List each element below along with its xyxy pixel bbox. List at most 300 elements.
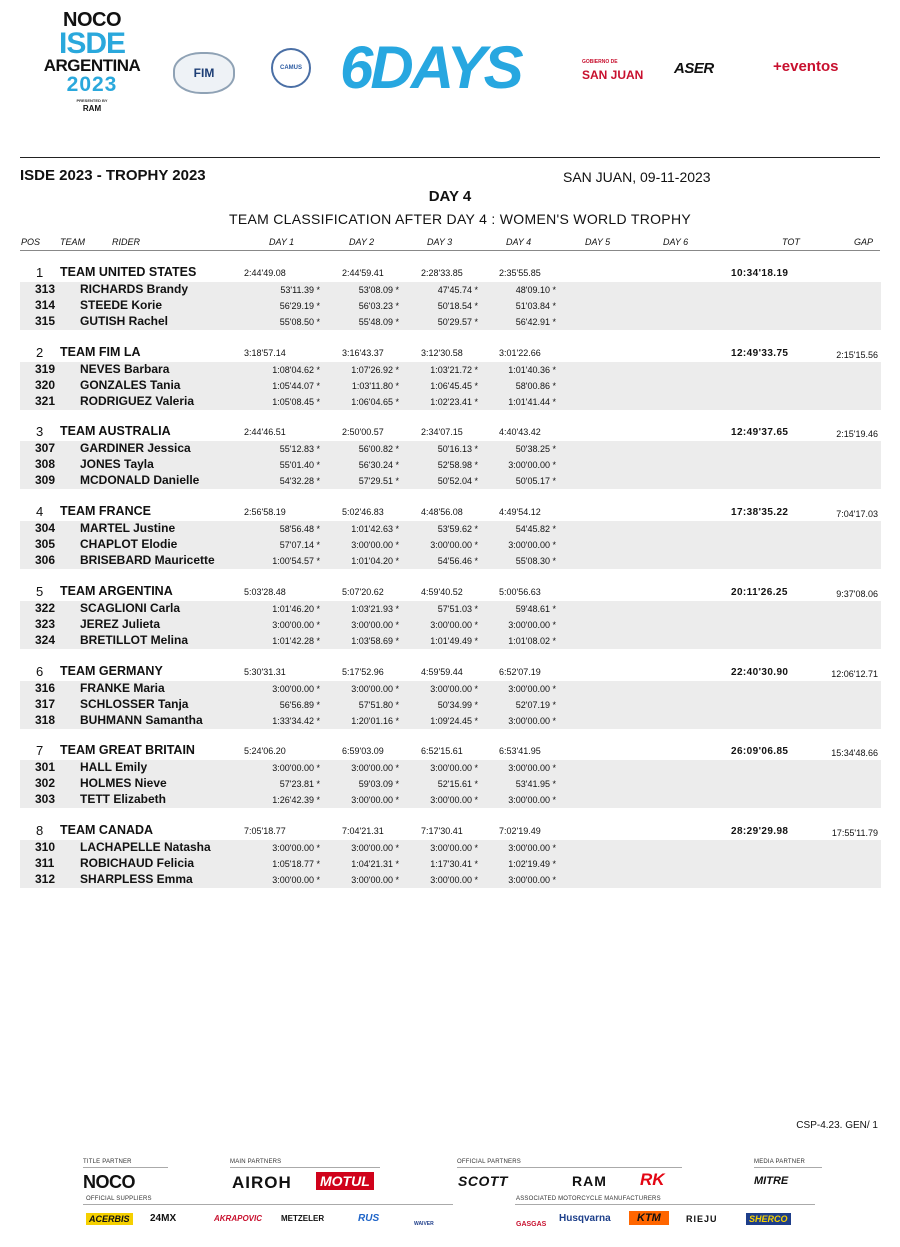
scott-logo: SCOTT <box>458 1173 508 1189</box>
document-code: CSP-4.23. GEN/ 1 <box>796 1120 878 1131</box>
rider-number: 305 <box>35 537 56 551</box>
col-header-tot: TOT <box>782 237 800 247</box>
rider-row <box>20 473 881 489</box>
rider-name: RODRIGUEZ Valeria <box>80 394 195 408</box>
rider-day-time: 3:00'00.00 * <box>508 875 556 885</box>
rider-day-time: 1:03'21.93 * <box>351 604 399 614</box>
footer-divider <box>457 1167 682 1168</box>
rider-day-time: 1:01'42.28 * <box>272 636 320 646</box>
rider-day-time: 3:00'00.00 * <box>351 620 399 630</box>
rider-day-time: 3:00'00.00 * <box>508 795 556 805</box>
day-label: DAY 4 <box>428 188 472 205</box>
rider-day-time: 56'03.23 * <box>358 301 399 311</box>
team-total-time: 12:49'37.65 <box>731 427 789 438</box>
mitre-logo: MITRE <box>754 1175 789 1187</box>
team-day-time: 6:59'03.09 <box>342 746 384 756</box>
col-header-gap: GAP <box>854 237 874 247</box>
rider-day-time: 1:02'19.49 * <box>508 859 556 869</box>
fim-logo-text: FIM <box>193 66 215 80</box>
team-total-time: 26:09'06.85 <box>731 746 789 757</box>
san-juan-logo <box>582 56 643 82</box>
team-block <box>20 743 881 808</box>
rider-day-time: 1:26'42.39 * <box>272 795 320 805</box>
team-gap: 17:55'11.79 <box>831 828 878 838</box>
motul-logo: MOTUL <box>316 1172 374 1190</box>
team-total-time: 28:29'29.98 <box>731 826 789 837</box>
rider-row <box>20 760 881 776</box>
team-position: 6 <box>36 664 44 679</box>
rider-day-time: 54'32.28 * <box>279 476 320 486</box>
rider-day-time: 1:03'11.80 * <box>351 381 399 391</box>
col-header-day6: DAY 6 <box>663 237 689 247</box>
rider-row <box>20 282 881 298</box>
team-name: TEAM GERMANY <box>60 664 163 678</box>
rider-day-time: 3:00'00.00 * <box>430 875 478 885</box>
rider-day-time: 3:00'00.00 * <box>430 684 478 694</box>
footer-title-partner-label: TITLE PARTNER <box>83 1159 132 1165</box>
rider-day-time: 53'41.95 * <box>515 779 556 789</box>
team-day-time: 5:02'46.83 <box>342 507 384 517</box>
rider-day-time: 3:00'00.00 * <box>272 620 320 630</box>
rider-row <box>20 441 881 457</box>
rider-day-time: 53'08.09 * <box>358 285 399 295</box>
team-row <box>20 424 881 441</box>
rider-day-time: 56'56.89 * <box>279 700 320 710</box>
rider-name: SHARPLESS Emma <box>80 872 193 886</box>
rider-day-time: 1:07'26.92 * <box>351 365 399 375</box>
team-day-time: 5:00'56.63 <box>499 587 541 597</box>
rider-number: 317 <box>35 697 56 711</box>
rider-number: 307 <box>35 441 56 455</box>
rider-day-time: 1:01'42.63 * <box>351 524 399 534</box>
rider-day-time: 3:00'00.00 * <box>430 540 478 550</box>
rider-row <box>20 362 881 378</box>
rider-name: TETT Elizabeth <box>80 792 167 806</box>
rider-day-time: 3:00'00.00 * <box>430 843 478 853</box>
footer-divider <box>230 1167 380 1168</box>
rider-name: STEEDE Korie <box>80 298 163 312</box>
rider-day-time: 55'48.09 * <box>358 317 399 327</box>
rider-day-time: 50'18.54 * <box>437 301 478 311</box>
rider-day-time: 1:02'23.41 * <box>430 397 478 407</box>
rider-day-time: 3:00'00.00 * <box>272 684 320 694</box>
rider-name: GONZALES Tania <box>80 378 181 392</box>
rider-row <box>20 872 881 888</box>
metzeler-logo: METZELER <box>281 1214 325 1223</box>
rider-day-time: 3:00'00.00 * <box>351 540 399 550</box>
team-block <box>20 424 881 489</box>
fim-logo <box>173 52 235 94</box>
rider-number: 322 <box>35 601 56 615</box>
rider-day-time: 56'29.19 * <box>279 301 320 311</box>
team-row <box>20 584 881 601</box>
rider-day-time: 3:00'00.00 * <box>508 684 556 694</box>
rider-row <box>20 553 881 569</box>
rider-number: 324 <box>35 633 56 647</box>
rider-name: GUTISH Rachel <box>80 314 169 328</box>
rider-day-time: 1:01'46.20 * <box>272 604 320 614</box>
team-position: 5 <box>36 584 44 599</box>
team-gap: 12:06'12.71 <box>831 669 878 679</box>
team-block <box>20 823 881 888</box>
team-total-time: 10:34'18.19 <box>731 268 789 279</box>
rider-day-time: 1:01'41.44 * <box>508 397 556 407</box>
rider-day-time: 50'29.57 * <box>437 317 478 327</box>
team-day-time: 2:34'07.15 <box>421 427 463 437</box>
rider-name: GARDINER Jessica <box>80 441 191 455</box>
team-total-time: 17:38'35.22 <box>731 507 789 518</box>
footer-divider <box>754 1167 822 1168</box>
rider-day-time: 47'45.74 * <box>437 285 478 295</box>
rider-day-time: 1:00'54.57 * <box>272 556 320 566</box>
col-header-pos: POS <box>21 237 41 247</box>
column-header-divider <box>20 250 880 251</box>
rider-day-time: 3:00'00.00 * <box>351 875 399 885</box>
cam-logo <box>271 48 311 88</box>
rider-day-time: 55'12.83 * <box>279 444 320 454</box>
rider-day-time: 57'29.51 * <box>358 476 399 486</box>
rider-row <box>20 776 881 792</box>
rider-number: 318 <box>35 713 56 727</box>
col-header-day3: DAY 3 <box>427 237 453 247</box>
team-day-time: 4:48'56.08 <box>421 507 463 517</box>
team-position: 8 <box>36 823 44 838</box>
footer-associated-label: ASSOCIATED MOTORCYCLE MANUFACTURERS <box>516 1196 661 1202</box>
rider-day-time: 3:00'00.00 * <box>272 875 320 885</box>
ktm-logo: KTM <box>629 1211 669 1225</box>
team-day-time: 2:44'49.08 <box>244 268 286 278</box>
rider-row <box>20 697 881 713</box>
team-name: TEAM CANADA <box>60 823 154 837</box>
rider-row <box>20 681 881 697</box>
rider-day-time: 3:00'00.00 * <box>272 843 320 853</box>
team-day-time: 7:04'21.31 <box>342 826 384 836</box>
rk-logo: RK <box>640 1170 665 1189</box>
footer-divider <box>83 1167 168 1168</box>
rider-day-time: 50'52.04 * <box>437 476 478 486</box>
rider-day-time: 53'11.39 * <box>280 285 320 295</box>
team-name: TEAM FRANCE <box>60 504 151 518</box>
rider-day-time: 1:17'30.41 * <box>430 859 478 869</box>
team-name: TEAM AUSTRALIA <box>60 424 171 438</box>
team-day-time: 3:01'22.66 <box>499 348 541 358</box>
rider-day-time: 52'15.61 * <box>437 779 478 789</box>
rider-row <box>20 537 881 553</box>
logo-ram-text: RAM <box>82 104 102 113</box>
header-divider <box>20 157 880 158</box>
rider-number: 323 <box>35 617 56 631</box>
team-day-time: 4:59'40.52 <box>421 587 463 597</box>
rider-day-time: 1:06'04.65 * <box>351 397 399 407</box>
rider-number: 301 <box>35 760 56 774</box>
rider-day-time: 3:00'00.00 * <box>351 763 399 773</box>
team-gap: 2:15'19.46 <box>836 429 878 439</box>
rider-day-time: 59'48.61 * <box>515 604 556 614</box>
rider-day-time: 3:00'00.00 * <box>351 684 399 694</box>
rider-number: 311 <box>35 856 55 870</box>
team-name: TEAM ARGENTINA <box>60 584 173 598</box>
rider-day-time: 59'03.09 * <box>358 779 399 789</box>
rider-day-time: 57'23.81 * <box>279 779 320 789</box>
col-header-team: TEAM <box>60 237 86 247</box>
rider-day-time: 57'07.14 * <box>279 540 320 550</box>
footer-official-partners-label: OFFICIAL PARTNERS <box>457 1159 521 1165</box>
team-day-time: 5:24'06.20 <box>244 746 286 756</box>
rider-name: ROBICHAUD Felicia <box>80 856 195 870</box>
team-day-time: 2:44'46.51 <box>244 427 286 437</box>
rider-number: 306 <box>35 553 56 567</box>
san-juan-small-text: GOBIERNO DE <box>582 59 618 65</box>
rider-row <box>20 856 881 872</box>
rider-name: SCHLOSSER Tanja <box>80 697 189 711</box>
team-day-time: 5:17'52.96 <box>342 667 384 677</box>
rider-day-time: 3:00'00.00 * <box>272 763 320 773</box>
rider-row <box>20 792 881 808</box>
rider-day-time: 3:00'00.00 * <box>508 716 556 726</box>
sherco-logo: SHERCO <box>746 1213 791 1225</box>
rider-day-time: 50'16.13 * <box>437 444 478 454</box>
team-block <box>20 504 881 569</box>
rider-day-time: 53'59.62 * <box>437 524 478 534</box>
rider-row <box>20 457 881 473</box>
team-day-time: 2:50'00.57 <box>342 427 384 437</box>
team-day-time: 4:40'43.42 <box>499 427 541 437</box>
rider-day-time: 1:09'24.45 * <box>430 716 478 726</box>
rider-row <box>20 633 881 649</box>
rider-name: SCAGLIONI Carla <box>80 601 181 615</box>
team-day-time: 6:53'41.95 <box>499 746 541 756</box>
team-day-time: 4:49'54.12 <box>499 507 541 517</box>
eventos-logo: +eventos <box>773 58 839 75</box>
team-gap: 2:15'15.56 <box>836 350 878 360</box>
team-day-time: 5:30'31.31 <box>244 667 286 677</box>
rider-day-time: 1:05'08.45 * <box>272 397 320 407</box>
rider-day-time: 1:06'45.45 * <box>430 381 478 391</box>
rider-row <box>20 378 881 394</box>
rider-day-time: 52'58.98 * <box>437 460 478 470</box>
rider-day-time: 1:05'18.77 * <box>272 859 320 869</box>
twentyfourmx-logo: 24MX <box>150 1213 177 1224</box>
logo-isde-text: ISDE <box>58 27 126 60</box>
team-block <box>20 584 881 649</box>
rider-day-time: 1:03'58.69 * <box>351 636 399 646</box>
husqvarna-logo: Husqvarna <box>559 1213 611 1224</box>
logo-presented-text: PRESENTED BY <box>76 98 108 103</box>
team-day-time: 4:59'59.44 <box>421 667 463 677</box>
rider-number: 310 <box>35 840 56 854</box>
rider-number: 313 <box>35 282 56 296</box>
footer-main-partners-label: MAIN PARTNERS <box>230 1159 282 1165</box>
rider-day-time: 1:01'40.36 * <box>508 365 556 375</box>
rider-name: MARTEL Justine <box>80 521 176 535</box>
team-day-time: 7:05'18.77 <box>244 826 286 836</box>
rider-day-time: 3:00'00.00 * <box>508 540 556 550</box>
team-position: 2 <box>36 345 44 360</box>
team-row <box>20 823 881 840</box>
rieju-logo: RIEJU <box>686 1214 718 1224</box>
rider-number: 321 <box>35 394 56 408</box>
gasgas-logo: GASGAS <box>516 1221 547 1228</box>
col-header-day4: DAY 4 <box>506 237 532 247</box>
team-day-time: 2:56'58.19 <box>244 507 286 517</box>
team-day-time: 7:17'30.41 <box>421 826 463 836</box>
team-day-time: 3:18'57.14 <box>244 348 286 358</box>
rider-name: BRETILLOT Melina <box>80 633 188 647</box>
rider-day-time: 58'00.86 * <box>515 381 556 391</box>
rider-name: CHAPLOT Elodie <box>80 537 178 551</box>
team-total-time: 22:40'30.90 <box>731 667 789 678</box>
team-day-time: 7:02'19.49 <box>499 826 541 836</box>
rider-day-time: 50'05.17 * <box>515 476 556 486</box>
rider-name: FRANKE Maria <box>80 681 165 695</box>
rider-day-time: 57'51.80 * <box>358 700 399 710</box>
rider-day-time: 56'00.82 * <box>358 444 399 454</box>
logo-year-text: 2023 <box>66 73 118 96</box>
rider-number: 303 <box>35 792 56 806</box>
rider-day-time: 56'30.24 * <box>358 460 399 470</box>
rider-day-time: 3:00'00.00 * <box>508 763 556 773</box>
rider-number: 315 <box>35 314 56 328</box>
noco-logo: NOCO <box>83 1172 135 1192</box>
sixdays-logo: 6DAYS <box>340 34 521 101</box>
team-name: TEAM UNITED STATES <box>60 265 197 279</box>
rider-row <box>20 617 881 633</box>
rider-number: 302 <box>35 776 56 790</box>
team-row <box>20 504 881 521</box>
rider-name: NEVES Barbara <box>80 362 170 376</box>
rider-day-time: 3:00'00.00 * <box>508 843 556 853</box>
document-title: ISDE 2023 - TROPHY 2023 <box>20 167 206 184</box>
team-gap: 15:34'48.66 <box>831 748 878 758</box>
rider-row <box>20 394 881 410</box>
footer-media-partner-label: MEDIA PARTNER <box>754 1159 806 1165</box>
cam-logo-text: CAMUS <box>280 65 302 71</box>
rider-day-time: 3:00'00.00 * <box>351 795 399 805</box>
rider-name: BUHMANN Samantha <box>80 713 203 727</box>
team-gap: 9:37'08.06 <box>836 589 878 599</box>
team-row <box>20 345 881 362</box>
isde-argentina-logo <box>42 10 142 113</box>
rider-number: 319 <box>35 362 56 376</box>
rider-number: 312 <box>35 872 56 886</box>
footer-divider <box>83 1204 453 1205</box>
san-juan-text: SAN JUAN <box>582 68 644 82</box>
rider-number: 320 <box>35 378 56 392</box>
team-position: 7 <box>36 743 44 758</box>
rus-logo: RUS <box>358 1213 380 1224</box>
rider-day-time: 1:08'04.62 * <box>272 365 320 375</box>
team-block <box>20 664 881 729</box>
team-row <box>20 743 881 760</box>
rider-day-time: 57'51.03 * <box>437 604 478 614</box>
team-total-time: 20:11'26.25 <box>731 587 788 598</box>
rider-number: 316 <box>35 681 56 695</box>
akrapovic-logo: AKRAPOVIC <box>214 1214 263 1223</box>
rider-day-time: 48'09.10 * <box>515 285 556 295</box>
rider-day-time: 58'56.48 * <box>279 524 320 534</box>
team-block <box>20 345 881 410</box>
rider-row <box>20 840 881 856</box>
rider-name: MCDONALD Danielle <box>80 473 200 487</box>
rider-row <box>20 601 881 617</box>
rider-row <box>20 521 881 537</box>
rider-day-time: 3:00'00.00 * <box>430 620 478 630</box>
aser-logo: ASER <box>674 60 714 77</box>
footer-official-suppliers-label: OFFICIAL SUPPLIERS <box>86 1196 152 1202</box>
team-name: TEAM GREAT BRITAIN <box>60 743 195 757</box>
rider-day-time: 1:01'04.20 * <box>351 556 399 566</box>
team-day-time: 5:07'20.62 <box>342 587 384 597</box>
team-position: 4 <box>36 504 44 519</box>
rider-name: RICHARDS Brandy <box>80 282 189 296</box>
team-day-time: 6:52'07.19 <box>499 667 541 677</box>
airoh-logo: AIROH <box>232 1173 292 1192</box>
footer-divider <box>515 1204 815 1205</box>
rider-name: LACHAPELLE Natasha <box>80 840 211 854</box>
logo-noco-text: NOCO <box>63 9 121 31</box>
rider-day-time: 55'01.40 * <box>279 460 320 470</box>
col-header-day2: DAY 2 <box>349 237 375 247</box>
rider-day-time: 1:01'08.02 * <box>508 636 556 646</box>
col-header-day1: DAY 1 <box>269 237 295 247</box>
team-position: 3 <box>36 424 44 439</box>
rider-row <box>20 713 881 729</box>
rider-row <box>20 314 881 330</box>
rider-day-time: 1:33'34.42 * <box>272 716 320 726</box>
rider-day-time: 1:20'01.16 * <box>351 716 399 726</box>
rider-day-time: 54'45.82 * <box>515 524 556 534</box>
rider-day-time: 51'03.84 * <box>515 301 556 311</box>
col-header-rider: RIDER <box>112 237 141 247</box>
rider-row <box>20 298 881 314</box>
rider-day-time: 55'08.50 * <box>279 317 320 327</box>
rider-day-time: 50'34.99 * <box>437 700 478 710</box>
rider-day-time: 55'08.30 * <box>515 556 556 566</box>
rider-day-time: 3:00'00.00 * <box>508 460 556 470</box>
rider-number: 314 <box>35 298 56 312</box>
rider-name: BRISEBARD Mauricette <box>80 553 215 567</box>
team-row <box>20 664 881 681</box>
rider-name: JONES Tayla <box>80 457 154 471</box>
rider-day-time: 50'38.25 * <box>515 444 556 454</box>
rider-day-time: 52'07.19 * <box>515 700 556 710</box>
team-name: TEAM FIM LA <box>60 345 141 359</box>
rider-day-time: 3:00'00.00 * <box>430 795 478 805</box>
team-total-time: 12:49'33.75 <box>731 348 789 359</box>
rider-day-time: 1:04'21.31 * <box>351 859 399 869</box>
team-gap: 7:04'17.03 <box>836 509 878 519</box>
rider-name: HOLMES Nieve <box>80 776 167 790</box>
rider-day-time: 56'42.91 * <box>515 317 556 327</box>
rider-day-time: 1:05'44.07 * <box>272 381 320 391</box>
team-day-time: 2:35'55.85 <box>499 268 541 278</box>
col-header-day5: DAY 5 <box>585 237 611 247</box>
team-block <box>20 265 881 330</box>
rider-day-time: 1:03'21.72 * <box>430 365 478 375</box>
team-day-time: 2:44'59.41 <box>342 268 384 278</box>
rider-name: HALL Emily <box>80 760 148 774</box>
team-day-time: 6:52'15.61 <box>421 746 463 756</box>
team-position: 1 <box>36 265 44 280</box>
team-row <box>20 265 881 282</box>
rider-day-time: 1:01'49.49 * <box>430 636 478 646</box>
classification-subtitle: TEAM CLASSIFICATION AFTER DAY 4 : WOMEN'S WORLD TROPHY <box>228 211 691 227</box>
team-day-time: 2:28'33.85 <box>421 268 463 278</box>
ram-logo: RAM <box>572 1173 607 1189</box>
rider-day-time: 3:00'00.00 * <box>430 763 478 773</box>
team-day-time: 5:03'28.48 <box>244 587 286 597</box>
acerbis-logo: ACERBIS <box>86 1213 133 1225</box>
